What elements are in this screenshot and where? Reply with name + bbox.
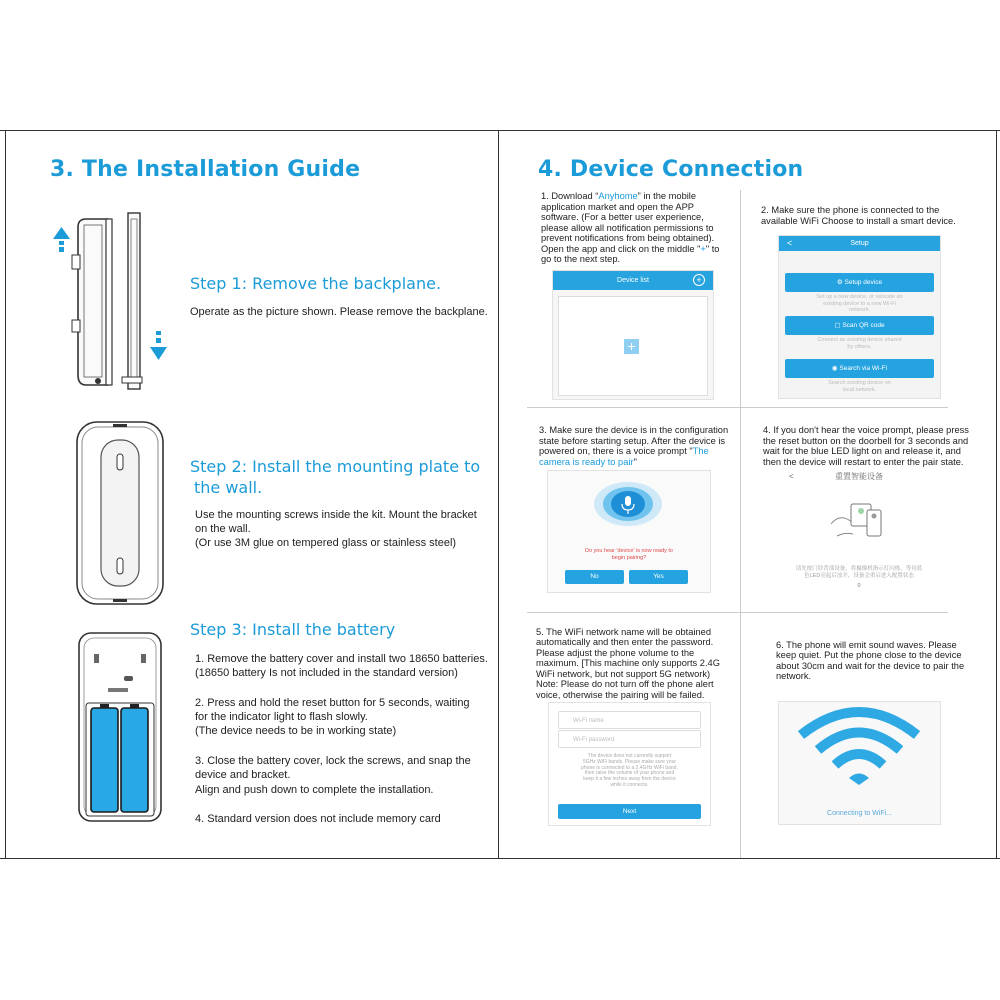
s1-line: Open the app and click on the middle "+" to [541, 244, 720, 254]
frame-left-line [5, 130, 6, 859]
scan-qr-button[interactable]: ▢ Scan QR code [785, 316, 934, 335]
s5-line: WiFi network, but not support 5G network) [536, 669, 711, 679]
s1-line: 1. Download “Anyhome” in the mobile [541, 191, 697, 201]
qr-icon: ▢ [834, 322, 843, 329]
s6-line: network. [776, 671, 812, 681]
voice-prompt-question: Do you hear 'device' is now ready to begin pairing? [584, 548, 673, 561]
step3-line: 1. Remove the battery cover and install two 18650 batteries. [195, 653, 488, 665]
add-circle-icon[interactable]: + [693, 274, 705, 286]
s1-line: software. (For a better user experience, [541, 212, 704, 222]
wifi-signal-icon [796, 707, 922, 787]
setup-title-bar: < Setup [779, 236, 940, 251]
s6-line: 6. The phone will emit sound waves. Please [776, 640, 957, 650]
step3-line: 4. Standard version does not include memory card [195, 813, 441, 825]
step2-title-line1: Step 2: Install the mounting plate to [190, 457, 481, 476]
s4-line: 4. If you don't hear the voice prompt, please press [763, 425, 969, 435]
backplane-removal-illustration [50, 205, 180, 395]
next-button[interactable]: Next [558, 804, 701, 819]
s4-line: the reset button on the doorbell for 3 seconds and [763, 436, 969, 446]
wifi-search-icon: ◉ [831, 365, 840, 372]
device-list-screen [552, 270, 714, 400]
frame-center-line [498, 130, 499, 859]
s5-line: voice, otherwise the pairing will be failed. [536, 690, 705, 700]
s1-line: prevent notifications from being obtained). [541, 233, 715, 243]
search-wifi-desc: Search existing device on local network. [828, 380, 891, 393]
grid-vertical-divider [740, 190, 741, 858]
s3-line: powered on, there is a voice prompt "The [539, 446, 709, 456]
setup-device-desc: Set up a new device, or relocate an existing device to a new Wi-Fi network. [816, 294, 903, 313]
frame-right-line [996, 130, 997, 859]
step3-line: device and bracket. [195, 769, 291, 781]
reset-instructions: 请先按门铃背部设备，将摄像机指示灯闪烁，等待蓝 色LED亮起后放开，设备会重启进入配置状态 [795, 566, 923, 579]
s3-line: camera is ready to pair" [539, 457, 637, 467]
connecting-screen [778, 701, 941, 825]
wifi-password-field[interactable]: Wi-Fi password [558, 730, 701, 748]
search-wifi-button[interactable]: ◉ Search via Wi-Fi [785, 359, 934, 378]
reset-device-screen [779, 470, 939, 591]
s1-line: please allow all notification permissions to [541, 223, 714, 233]
grid-row-divider [527, 612, 948, 613]
step3-line: 3. Close the battery cover, lock the screws, and snap the [195, 755, 471, 767]
no-button[interactable]: No [565, 570, 624, 584]
back-icon[interactable]: < [787, 238, 793, 248]
s5-line: automatically and then enter the password. [536, 637, 714, 647]
arrow-down-icon [150, 331, 167, 360]
installation-guide-title: 3. The Installation Guide [50, 157, 361, 182]
setup-screen [778, 235, 941, 399]
step2-line3: (Or use 3M glue on tempered glass or stainless steel) [195, 537, 457, 549]
s1-line: go to the next step. [541, 254, 621, 264]
step1-text: Operate as the picture shown. Please remove the backplane. [190, 306, 488, 318]
mounting-plate-illustration [75, 420, 165, 606]
s6-line: keep quiet. Put the phone close to the device [776, 650, 962, 660]
wifi-name-field[interactable]: Wi-Fi name [558, 711, 701, 729]
reset-button-illustration [827, 496, 891, 550]
arrow-up-icon [53, 227, 70, 252]
device-connection-title: 4. Device Connection [538, 157, 804, 182]
add-device-button[interactable]: + [624, 339, 639, 354]
yes-button[interactable]: Yes [629, 570, 688, 584]
connecting-status: Connecting to WiFi... [827, 810, 892, 817]
step2-title-line2: the wall. [194, 478, 263, 497]
device-list-title-bar: Device list + [553, 271, 713, 290]
step2-line2: on the wall. [195, 523, 251, 535]
s4-line: then the device will restart to enter the pair state. [763, 457, 964, 467]
s3-line: 3. Make sure the device is in the configuration [539, 425, 729, 435]
s5-line: 5. The WiFi network name will be obtained [536, 627, 712, 637]
s2-line: 2. Make sure the phone is connected to the [761, 205, 940, 215]
frame-top-line [0, 130, 1000, 131]
s5-line: Please adjust the phone volume to the [536, 648, 695, 658]
page-indicator: 0 [857, 583, 861, 589]
step2-line1: Use the mounting screws inside the kit. Mount the bracket [195, 509, 477, 521]
step3-line: (18650 battery Is not included in the standard version) [195, 667, 458, 679]
s3-line: state before starting setup. After the device is [539, 436, 726, 446]
battery-illustration [78, 632, 162, 822]
wifi-password-screen [548, 702, 711, 826]
step3-title: Step 3: Install the battery [190, 620, 396, 639]
s1-line: application market and open the APP [541, 202, 694, 212]
step3-line: Align and push down to complete the installation. [195, 784, 434, 796]
s6-line: about 30cm and wait for the device to pair the [776, 661, 965, 671]
grid-row-divider [527, 407, 948, 408]
voice-prompt-screen [547, 470, 711, 593]
step3-line: for the indicator light to flash slowly. [195, 711, 368, 723]
setup-device-button[interactable]: ⚙ Setup device [785, 273, 934, 292]
wifi-note: The device does not currently support 5GHz WiFi bands. Please make sure your phone is connected to a 2.4GHz WiFi band, then raise the volume of your phone and keep it a few inches away from the device while it connects. [581, 753, 678, 788]
step3-line: 2. Press and hold the reset button for 5 seconds, waiting [195, 697, 470, 709]
frame-bottom-line [0, 858, 1000, 859]
back-icon[interactable]: < [789, 472, 794, 481]
s5-line: Note: Please do not turn off the phone alert [536, 679, 714, 689]
scan-qr-desc: Connect an existing device shared by others. [817, 337, 902, 350]
s4-line: wait for the blue LED light on and release it, and [763, 446, 961, 456]
gear-icon: ⚙ [836, 279, 845, 286]
step3-line: (The device needs to be in working state) [195, 725, 397, 737]
s5-line: maximum. [This machine only supports 2.4G [536, 658, 720, 668]
s2-line: available WiFi Choose to install a smart device. [761, 216, 956, 226]
step1-title: Step 1: Remove the backplane. [190, 274, 442, 293]
microphone-icon [593, 479, 663, 529]
reset-title-bar: < 重置智能设备 [779, 470, 939, 484]
